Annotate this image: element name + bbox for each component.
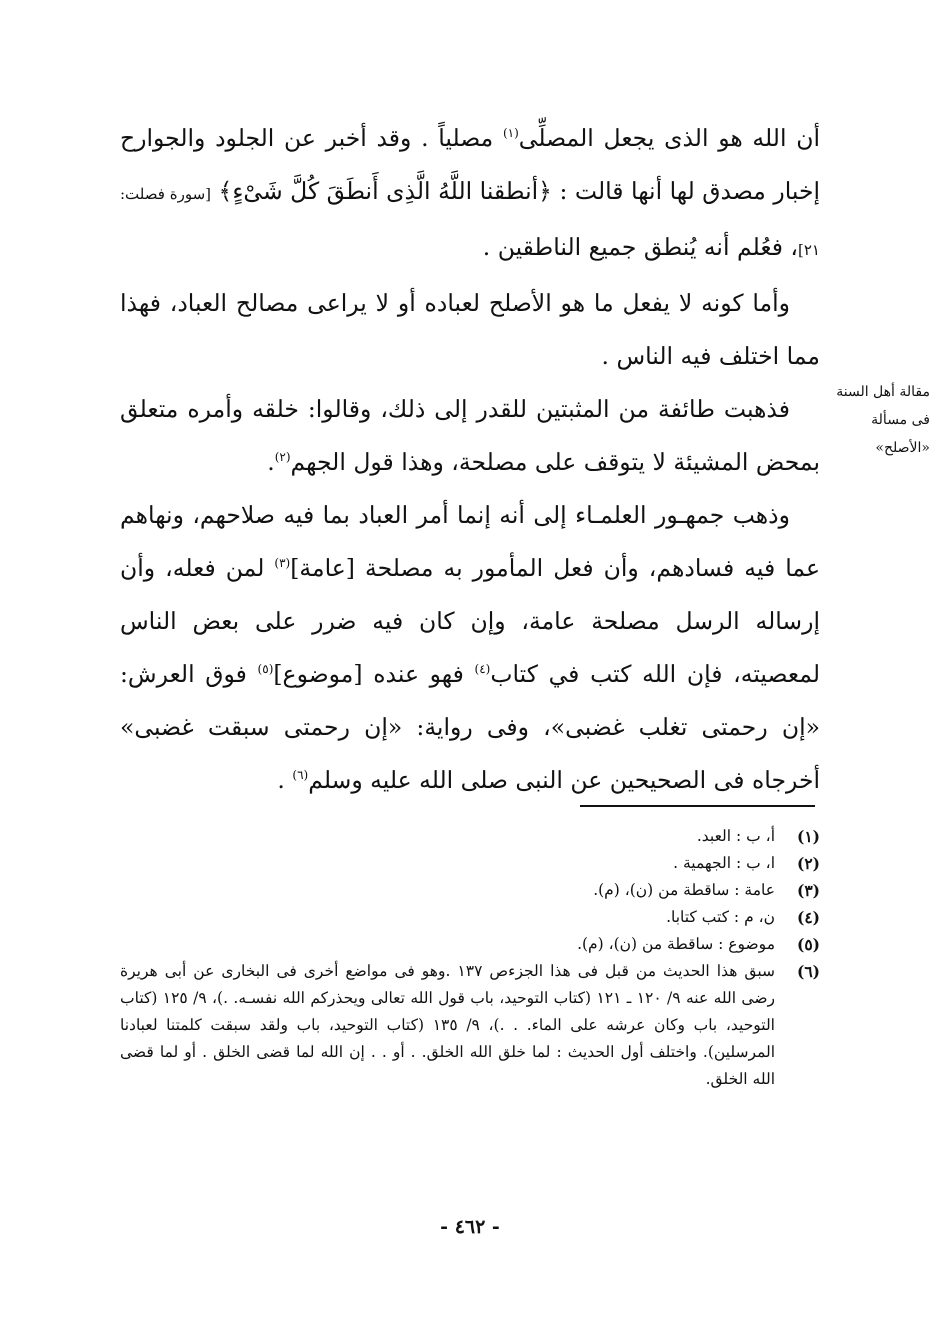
footnote-number: (٢)	[796, 854, 820, 873]
footnote-text: سبق هذا الحديث من قبل فى هذا الجزءص ١٣٧ .وهو فى مواضع أخرى فى البخارى عن أبى هريرة رضى الله عنه ٩/ ١٢٠ ـ ١٢١ (كتاب التوحيد، باب قول الله تعالى ويحذركم الله نفسـه. .)، ٩/ ١٢٥ (كتاب التوحيد، باب وكان عرشه على الماء. . .)، ٩/ ١٣٥ (كتاب التوحيد، باب ولقد سبقت كلمتنا لعبادنا المرسلين). واختلف أول الحديث : لما خلق الله الخلق. . أو . . إن الله لما قضى الخلق . أو لما قضى الله الخلق.	[120, 962, 775, 1088]
paragraph-1	[120, 112, 820, 277]
paragraph-3-text-b: .	[267, 448, 275, 476]
footnote-number: (٤)	[796, 908, 820, 927]
footnotes	[120, 823, 820, 1093]
footnote-ref-2: (٢)	[274, 450, 291, 465]
paragraph-4-text-c: فهو عنده [موضوع]	[273, 660, 475, 688]
paragraph-2: وأما كونه لا يفعل ما هو الأصلح لعباده أو لا يراعى مصالح العباد، فهذا مما اختلف فيه الناس .	[120, 289, 820, 370]
footnote-text: ا، ب : الجهمية .	[673, 854, 775, 872]
paragraph-3	[120, 383, 820, 489]
margin-note	[830, 378, 930, 462]
footnote-number: (٣)	[796, 881, 820, 900]
sura-reference: [سورة فصلت: ٢١]	[120, 185, 820, 259]
footnote-4	[120, 904, 820, 931]
paragraph-3-text-a: فذهبت طائفة من المثبتين للقدر إلى ذلك، وقالوا: خلقه وأمره متعلق بمحض المشيئة لا يتوقف على مصلحة، وهذا قول الجهم	[120, 395, 820, 476]
footnote-ref-1: (١)	[502, 126, 519, 141]
paragraph-4-text-e: .	[277, 766, 293, 794]
paragraph-1-text-c: ، فعُلم أنه يُنطق جميع الناطقين .	[482, 233, 799, 261]
footnote-ref-3: (٣)	[274, 556, 291, 571]
footnote-number: (٥)	[796, 935, 820, 954]
paragraph-1-text-a: أن الله هو الذى يجعل المصلِّى	[518, 124, 820, 152]
footnote-3	[120, 877, 820, 904]
paragraph-4	[120, 489, 820, 807]
footnote-ref-6: (٦)	[292, 768, 309, 783]
paragraph-4-text-a: وذهب جمهـور العلمـاء إلى أنه إنما أمر العباد بما فيه صلاحهم، ونهاهم عما فيه فسادهم، وأن فعل المأمور به مصلحة [عامة]	[120, 501, 820, 582]
paragraph-1-text-b: مصلياً . وقد أخبر عن الجلود والجوارح إخبار مصدق لها أنها قالت : ﴿أنطقنا اللَّهُ الَّذِى أَنطَقَ كُلَّ شَىْءٍ﴾	[120, 124, 820, 205]
footnote-number: (١)	[796, 827, 820, 846]
footnote-text: أ، ب : العبد.	[696, 827, 775, 845]
margin-note-line-2: فى مسألة	[871, 412, 930, 428]
footnote-text: عامة : ساقطة من (ن)، (م).	[593, 881, 775, 899]
footnote-ref-5: (٥)	[257, 662, 274, 677]
footnote-6	[120, 958, 820, 1093]
footnote-separator	[580, 805, 815, 807]
footnote-text: موضوع : ساقطة من (ن)، (م).	[577, 935, 775, 953]
footnote-ref-4: (٤)	[474, 662, 491, 677]
main-text	[120, 112, 820, 807]
page-number: - ٤٦٢ -	[440, 1216, 500, 1238]
footnote-number: (٦)	[796, 962, 820, 981]
margin-note-line-1: مقالة أهل السنة	[836, 384, 930, 400]
footnote-5	[120, 931, 820, 958]
footnote-2	[120, 850, 820, 877]
paragraph-4-text-b: لمن فعله، وأن إرساله الرسل مصلحة عامة، وإن كان فيه ضرر على بعض الناس لمعصيته، فإن الله كتب في كتاب	[120, 554, 820, 688]
footnote-1	[120, 823, 820, 850]
footnote-text: ن، م : كتب كتابا.	[666, 908, 775, 926]
paragraph-4-text-d: فوق العرش: «إن رحمتى تغلب غضبى»، وفى رواية: «إن رحمتى سبقت غضبى» أخرجاه فى الصحيحين عن النبى صلى الله عليه وسلم	[120, 660, 820, 794]
margin-note-line-3: «الأصلح»	[875, 440, 930, 456]
